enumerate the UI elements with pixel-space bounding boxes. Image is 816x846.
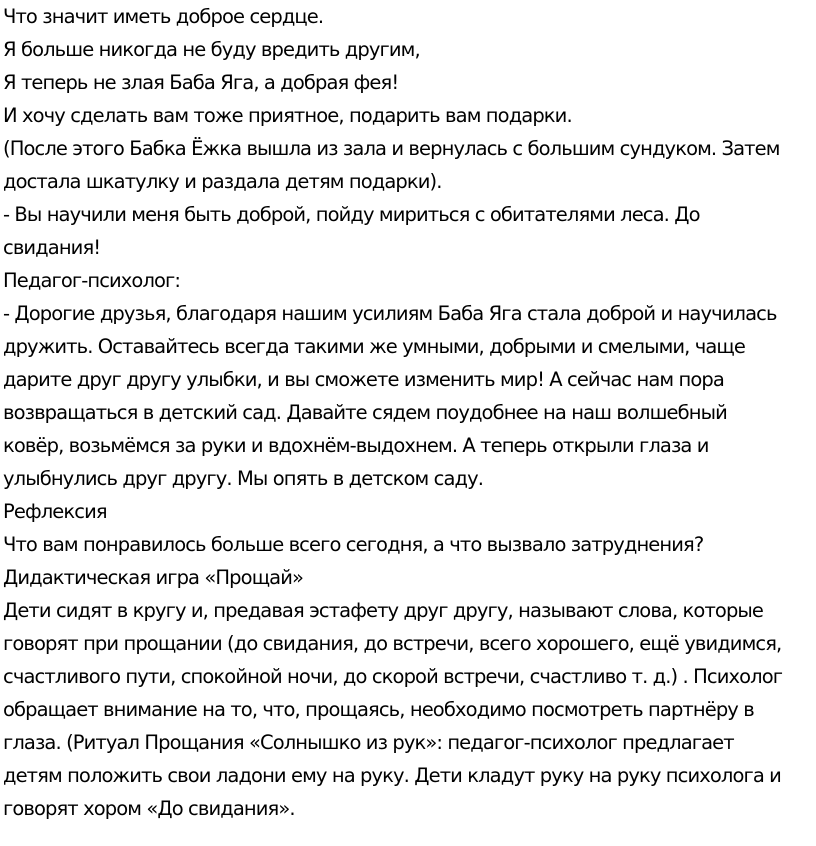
text-line: свидания! bbox=[3, 236, 101, 259]
text-line: Я больше никогда не буду вредить другим, bbox=[3, 38, 420, 61]
text-line: - Вы научили меня быть доброй, пойду мириться с обитателями леса. До bbox=[3, 203, 700, 226]
text-line: Что вам понравилось больше всего сегодня, а что вызвало затруднения? bbox=[3, 533, 704, 556]
text-line: возвращаться в детский сад. Давайте сядем поудобнее на наш волшебный bbox=[3, 401, 727, 424]
text-line: счастливого пути, спокойной ночи, до скорой встречи, счастливо т. д.) . Психолог bbox=[3, 665, 783, 688]
text-line: И хочу сделать вам тоже приятное, подарить вам подарки. bbox=[3, 104, 572, 127]
text-line: Дети сидят в кругу и, предавая эстафету друг другу, называют слова, которые bbox=[3, 599, 764, 622]
document-text bbox=[3, 0, 815, 825]
text-line: дружить. Оставайтесь всегда такими же умными, добрыми и смелыми, чаще bbox=[3, 335, 745, 358]
section-heading: Рефлексия bbox=[3, 500, 107, 523]
text-line: Я теперь не злая Баба Яга, а добрая фея! bbox=[3, 71, 399, 94]
text-line: ковёр, возьмёмся за руки и вдохнём-выдохнем. А теперь открыли глаза и bbox=[3, 434, 709, 457]
text-line: достала шкатулку и раздала детям подарки). bbox=[3, 170, 442, 193]
text-line: Что значит иметь доброе сердце. bbox=[3, 5, 324, 28]
text-line: говорят хором «До свидания». bbox=[3, 797, 295, 820]
text-line: детям положить свои ладони ему на руку. Дети кладут руку на руку психолога и bbox=[3, 764, 781, 787]
section-heading: Дидактическая игра «Прощай» bbox=[3, 566, 304, 589]
text-line: дарите друг другу улыбки, и вы сможете изменить мир! А сейчас нам пора bbox=[3, 368, 724, 391]
text-line: глаза. (Ритуал Прощания «Солнышко из рук»: педагог-психолог предлагает bbox=[3, 731, 734, 754]
text-line: - Дорогие друзья, благодаря нашим усилиям Баба Яга стала доброй и научилась bbox=[3, 302, 777, 325]
text-line: говорят при прощании (до свидания, до встречи, всего хорошего, ещё увидимся, bbox=[3, 632, 782, 655]
text-line: обращает внимание на то, что, прощаясь, необходимо посмотреть партнёру в bbox=[3, 698, 754, 721]
text-line: (После этого Бабка Ёжка вышла из зала и вернулась с большим сундуком. Затем bbox=[3, 137, 780, 160]
text-line: улыбнулись друг другу. Мы опять в детском саду. bbox=[3, 467, 484, 490]
section-label: Педагог-психолог: bbox=[3, 269, 181, 292]
